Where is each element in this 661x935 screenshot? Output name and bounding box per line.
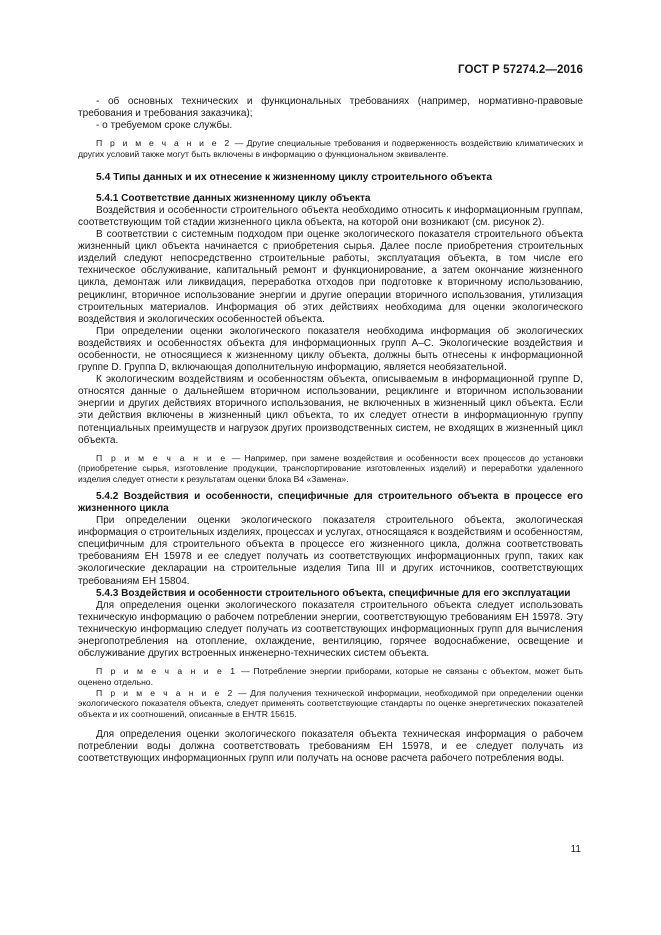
note-label: П р и м е ч а н и е bbox=[96, 452, 228, 463]
subsection-heading: 5.4.1 Соответствие данных жизненному циклу объекта bbox=[96, 192, 371, 204]
note-label: П р и м е ч а н и е 2 bbox=[96, 687, 235, 698]
section-heading: 5.4 Типы данных и их отнесение к жизненному циклу строительного объекта bbox=[96, 171, 493, 183]
page-number: 11 bbox=[570, 844, 581, 855]
note-label: П р и м е ч а н и е 1 bbox=[96, 666, 238, 677]
paragraph: К экологическим воздействиям и особенностям объекта, описываемым в информационной группе D, относятся данные о дальнейшем вторичном использовании, рециклинге и вторичном использовании энергии и других действиях вторичного использования, не включенных в жизненный цикл объекта. Если эти действия включены в жизненный цикл объекта, то их следует отнести в информационную группу потенциальных преимуществ и нагрузок других производственных систем, не входящих в жизненный цикл объекта. bbox=[78, 374, 583, 446]
paragraph: В соответствии с системным подходом при оценке экологического показателя строительного объекта жизненный цикл объекта начинается с приобретения сырья. Далее после приобретения строительных изделий следуют непосредственно строительные работы, эксплуатация объекта, в том числе его техническое обслуживание, капитальный ремонт и функционирование, а затем окончание жизненного цикла, демонтаж или ликвидация, переработка отходов при подготовке к вторичному использованию, рециклинг, вторичное использование энергии и другие операции вторичного использования, утилизация строительных материалов. Информация об этих действиях необходима для оценки экологического воздействия и экологических особенностей объекта. bbox=[78, 229, 583, 325]
note bbox=[78, 453, 583, 485]
note-text: — Потребление энергии приборами, которые не связаны с объектом, может быть оценено отдельно. bbox=[78, 666, 584, 687]
note bbox=[78, 688, 583, 720]
note-text: — Для получения технической информации, необходимой при определении оценки экологического показателя объекта, следует применять соответствующие стандарты по оценке энергетических показателей объекта и их соотношений, описанные в ЕН/TR 15615. bbox=[78, 687, 584, 719]
note bbox=[78, 666, 583, 687]
note-label: П р и м е ч а н и е 2 bbox=[96, 138, 232, 149]
paragraph: Для определения оценки экологического показателя объекта техническая информация о рабочем потреблении воды должна соответствовать требованиям ЕН 15978, и ее следует получать из соответствующих информационных групп или получать на основе расчета рабочего потребления воды. bbox=[78, 728, 583, 764]
note-text: — Другие специальные требования и подверженность воздействию климатических и других условий также могут быть включены в информацию о функциональном эквиваленте. bbox=[78, 138, 584, 159]
subsection-heading: 5.4.2 Воздействия и особенности, специфичные для строительного объекта в процессе его жизненного цикла bbox=[78, 490, 583, 514]
paragraph: Для определения оценки экологического показателя строительного объекта следует использовать техническую информацию о рабочем потреблении энергии, соответствующую требованиям ЕН 15978. Эту техническую информацию следует получать из соответствующих информационных групп для вычисления энергопотребления на отопление, охлаждение, вентиляцию, горячее водоснабжение, освещение и обслуживание других встроенных инженерно-технических систем объекта. bbox=[78, 599, 583, 660]
paragraph: При определении оценки экологического показателя строительного объекта, экологическая информация о строительных изделиях, процессах и услугах, относящаяся к воздействиям и особенностям, специфичным для строительного объекта в процессе его жизненного цикла, должна соответствовать требованиям ЕН 15978 и ее следует получать из соответствующих информационных групп, таких как экологические декларации на строительные изделия Типа III и других источников, соответствующих требованиям ЕН 15804. bbox=[78, 515, 583, 587]
document-number-header: ГОСТ Р 57274.2—2016 bbox=[458, 64, 583, 76]
note bbox=[78, 138, 583, 159]
subsection-heading: 5.4.3 Воздействия и особенности строительного объекта, специфичные для его эксплуатации bbox=[96, 587, 571, 599]
document-body bbox=[78, 96, 583, 765]
note-text: — Например, при замене воздействия и особенности всех процессов до установки (приобретение сырья, изготовление продукции, транспортирование изготовленных изделий) и переработки удаленного изделия следует отнести к результатам оценки блока B4 «Замена». bbox=[78, 452, 584, 485]
paragraph: При определении оценки экологического показателя необходима информация об экологических воздействиях и особенностях объекта для информационных групп А–С. Экологические воздействия и особенности, не относящиеся к жизненному циклу объекта, должны быть отнесены к информационной группе D. Группа D, включающая дополнительную информацию, является необязательной. bbox=[78, 325, 583, 374]
list-item: - об основных технических и функциональных требованиях (например, нормативно-правовые требования и требования заказчика); bbox=[78, 96, 583, 120]
list-item: - о требуемом сроке службы. bbox=[96, 120, 233, 132]
paragraph: Воздействия и особенности строительного объекта необходимо относить к информационным группам, соответствующим той стадии жизненного цикла объекта, на которой они возникают (см. рисунок 2). bbox=[78, 204, 583, 228]
